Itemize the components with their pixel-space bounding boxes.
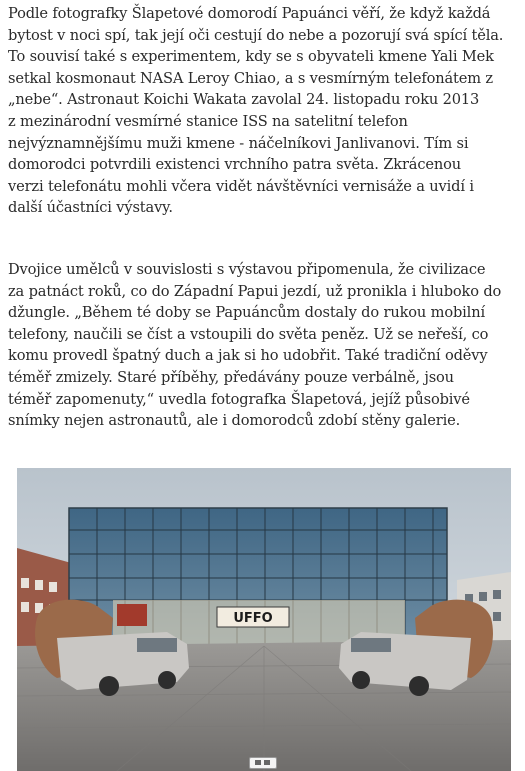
text-line: téměř zapomenuty,“ uvedla fotografka Šlapetová, jejíž působivé xyxy=(8,390,470,408)
text-line: za patnáct roků, co do Západní Papui jezdí, už pronikla i hluboko do xyxy=(8,282,502,300)
building-sign: UFFO xyxy=(233,611,273,626)
text-line: snímky nejen astronautů, ale i domorodců zdobí stěny galerie. xyxy=(8,412,461,430)
paragraph-2 xyxy=(8,259,513,432)
text-line: To souvisí také s experimentem, kdy se s obyvateli kmene Yali Mek xyxy=(8,48,494,66)
text-line: verzi telefonátu mohli včera vidět návštěvníci vernisáže a uvidí i xyxy=(8,177,474,195)
text-line: setkal kosmonaut NASA Leroy Chiao, a s vesmírným telefonátem z xyxy=(8,69,493,87)
gallery-nav-icon[interactable] xyxy=(249,757,277,769)
text-line: Podle fotografky Šlapetové domorodí Papuánci věří, že když každá xyxy=(8,5,491,22)
photo-illustration xyxy=(17,468,511,771)
glass-building xyxy=(69,508,447,646)
gallery-photo[interactable] xyxy=(17,468,511,771)
text-line: komu provedl špatný duch a jak si ho udobřit. Také tradiční oděvy xyxy=(8,347,488,365)
text-line: džungle. „Během té doby se Papuáncům dostaly do rukou mobilní xyxy=(8,304,485,322)
paragraph-1 xyxy=(8,3,513,219)
text-line: další účastníci výstavy. xyxy=(8,199,173,217)
text-line: téměř zmizely. Staré příběhy, předávány pouze verbálně, jsou xyxy=(8,368,454,386)
text-line: bytost v noci spí, tak její oči cestují do nebe a pozorují svá spící těla. xyxy=(8,26,504,44)
text-line: telefony, naučili se číst a vstoupili do světa peněz. Už se neřeší, co xyxy=(8,325,489,343)
text-line: nejvýznamnějšímu muži kmene - náčelníkovi Janlivanovi. Tím si xyxy=(8,134,469,152)
text-line: Dvojice umělců v souvislosti s výstavou připomenula, že civilizace xyxy=(8,261,486,278)
text-line: z mezinárodní vesmírné stanice ISS na satelitní telefon xyxy=(8,112,408,130)
text-line: domorodci potvrdili existenci vrchního patra světa. Zkrácenou xyxy=(8,156,461,174)
text-line: „nebe“. Astronaut Koichi Wakata zavolal 24. listopadu roku 2013 xyxy=(8,91,480,109)
